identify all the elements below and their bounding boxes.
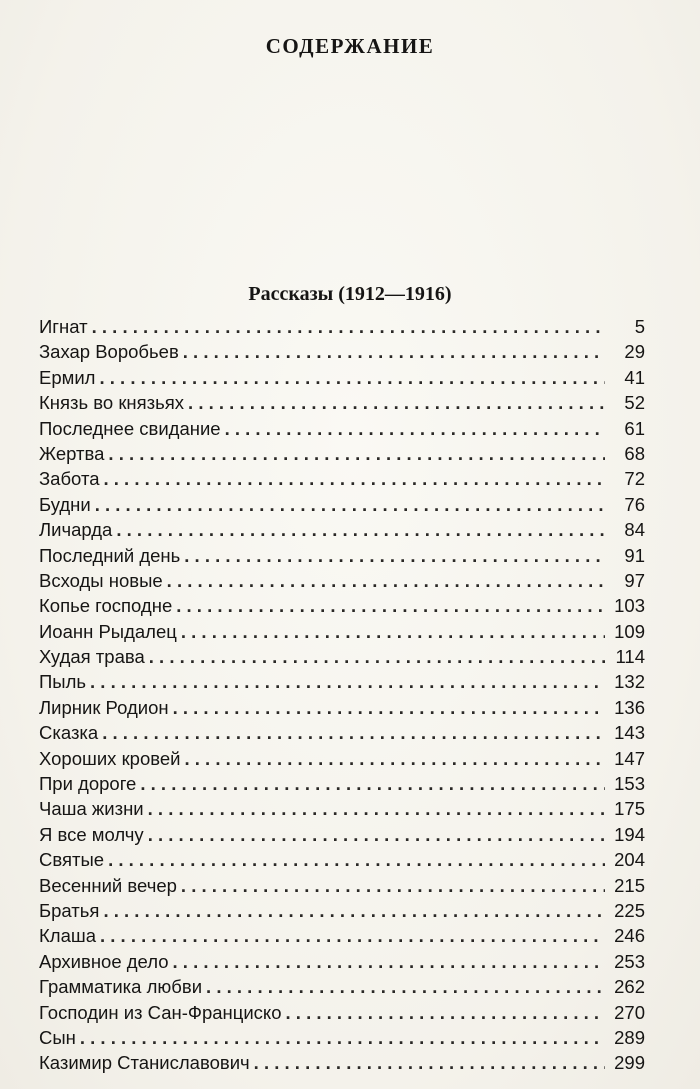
dot-leader <box>95 492 605 517</box>
toc-entry <box>39 1025 645 1050</box>
toc-entry-page-number: 132 <box>614 671 645 693</box>
toc-entry-page-number: 289 <box>614 1026 645 1048</box>
toc-entry-title: Господин из Сан-Франциско <box>39 1001 282 1023</box>
toc-entry-title: Грамматика любви <box>39 976 203 998</box>
toc-entry <box>39 746 645 771</box>
dot-leader <box>103 898 605 923</box>
toc-entry <box>39 974 645 999</box>
dot-leader <box>167 568 605 593</box>
toc-entry <box>39 466 645 491</box>
toc-entry <box>39 365 645 390</box>
toc-entry-page-number: 72 <box>624 468 645 490</box>
toc-entry <box>39 822 645 847</box>
toc-entry-page-number: 61 <box>624 417 645 439</box>
toc-entry-page-number: 270 <box>614 1001 645 1023</box>
toc-entry-page-number: 147 <box>614 747 645 769</box>
toc-entry-page-number: 76 <box>624 493 645 515</box>
toc-entry-page-number: 299 <box>614 1052 645 1074</box>
toc-entry-title: Я все молчу <box>39 823 144 845</box>
toc-entry-page-number: 143 <box>614 722 645 744</box>
toc-entry <box>39 771 645 796</box>
toc-entry-title: Забота <box>39 468 100 490</box>
dot-leader <box>80 1025 605 1050</box>
dot-leader <box>184 746 605 771</box>
toc-entry-page-number: 114 <box>615 646 645 668</box>
toc-entry <box>39 949 645 974</box>
toc-entry-title: Князь во князьях <box>39 392 185 414</box>
dot-leader <box>149 644 605 669</box>
toc-entry-page-number: 153 <box>614 773 645 795</box>
toc-entry-page-number: 225 <box>614 899 645 921</box>
toc-entry-page-number: 52 <box>624 392 645 414</box>
toc-entry-title: Последнее свидание <box>39 417 221 439</box>
toc-entry-title: Хороших кровей <box>39 747 181 769</box>
toc-entry <box>39 720 645 745</box>
toc-entry-title: Святые <box>39 849 105 871</box>
dot-leader <box>140 771 605 796</box>
dot-leader <box>116 517 605 542</box>
toc-entry <box>39 644 645 669</box>
dot-leader <box>183 339 605 364</box>
dot-leader <box>148 796 605 821</box>
toc-entry <box>39 695 645 720</box>
toc-entry-title: Весенний вечер <box>39 874 177 896</box>
toc-entry-title: Личарда <box>39 519 113 541</box>
toc-entry-page-number: 175 <box>614 798 645 820</box>
toc-entry-page-number: 41 <box>624 366 645 388</box>
toc-entry <box>39 543 645 568</box>
toc-entry <box>39 923 645 948</box>
dot-leader <box>148 822 605 847</box>
toc-entry <box>39 517 645 542</box>
dot-leader <box>188 390 605 415</box>
toc-entry <box>39 847 645 872</box>
toc-entry-title: При дороге <box>39 773 137 795</box>
toc-entry <box>39 416 645 441</box>
toc-entry <box>39 619 645 644</box>
toc-entry <box>39 339 645 364</box>
dot-leader <box>184 543 605 568</box>
toc-entry <box>39 390 645 415</box>
toc-entry-page-number: 103 <box>614 595 645 617</box>
toc-entry-title: Копье господне <box>39 595 173 617</box>
toc-entry <box>39 492 645 517</box>
toc-entry-page-number: 136 <box>614 696 645 718</box>
toc-entry-title: Будни <box>39 493 91 515</box>
toc-entry-title: Ермил <box>39 366 96 388</box>
toc-entry-title: Клаша <box>39 925 96 947</box>
toc-entry-title: Жертва <box>39 442 105 464</box>
toc-entry-page-number: 91 <box>624 544 645 566</box>
dot-leader <box>181 873 605 898</box>
dot-leader <box>99 365 605 390</box>
toc-entry-page-number: 68 <box>624 442 645 464</box>
section-title: Рассказы (1912—1916) <box>248 283 452 305</box>
page-title: СОДЕРЖАНИЕ <box>265 34 435 58</box>
toc-entry-page-number: 215 <box>614 874 645 896</box>
toc-entry-title: Архивное дело <box>39 950 169 972</box>
toc-entry-page-number: 253 <box>614 950 645 972</box>
toc-entry <box>39 1050 645 1075</box>
toc-entry <box>39 593 645 618</box>
toc-entry-page-number: 109 <box>614 620 645 642</box>
toc-entry-title: Казимир Станиславович <box>39 1052 250 1074</box>
dot-leader <box>108 847 605 872</box>
dot-leader <box>104 466 606 491</box>
dot-leader <box>100 923 605 948</box>
toc-entry-page-number: 204 <box>614 849 645 871</box>
toc-entry <box>39 568 645 593</box>
toc-entry <box>39 796 645 821</box>
toc-entry-page-number: 246 <box>614 925 645 947</box>
toc-entry-title: Пыль <box>39 671 87 693</box>
toc-entry-title: Сказка <box>39 722 99 744</box>
toc-entry-title: Иоанн Рыдалец <box>39 620 177 642</box>
toc-entry <box>39 441 645 466</box>
dot-leader <box>92 314 605 339</box>
dot-leader <box>108 441 605 466</box>
dot-leader <box>206 974 605 999</box>
dot-leader <box>173 949 605 974</box>
toc-entry-title: Сын <box>39 1026 76 1048</box>
toc-entry <box>39 314 645 339</box>
dot-leader <box>173 695 605 720</box>
dot-leader <box>102 720 605 745</box>
toc-entry <box>39 873 645 898</box>
toc-entry <box>39 1000 645 1025</box>
toc-entry-page-number: 84 <box>624 519 645 541</box>
dot-leader <box>254 1050 605 1075</box>
toc-entry-page-number: 194 <box>614 823 645 845</box>
toc-entry <box>39 669 645 694</box>
toc-entry-page-number: 97 <box>624 569 645 591</box>
toc-entry-page-number: 5 <box>634 316 645 337</box>
dot-leader <box>90 669 605 694</box>
dot-leader <box>286 1000 605 1025</box>
toc-entry-page-number: 262 <box>614 976 645 998</box>
dot-leader <box>176 593 605 618</box>
toc-entry-page-number: 29 <box>624 341 645 363</box>
toc-entry-title: Захар Воробьев <box>39 341 179 363</box>
dot-leader <box>181 619 605 644</box>
toc-entry-title: Последний день <box>39 544 181 566</box>
toc-entry-title: Худая трава <box>39 646 145 668</box>
table-of-contents <box>39 314 645 1076</box>
toc-entry-title: Лирник Родион <box>39 696 169 718</box>
toc-entry-title: Игнат <box>39 316 88 337</box>
toc-entry-title: Чаша жизни <box>39 798 144 820</box>
dot-leader <box>225 416 605 441</box>
toc-entry <box>39 898 645 923</box>
toc-entry-title: Всходы новые <box>39 569 163 591</box>
toc-entry-title: Братья <box>39 899 100 921</box>
